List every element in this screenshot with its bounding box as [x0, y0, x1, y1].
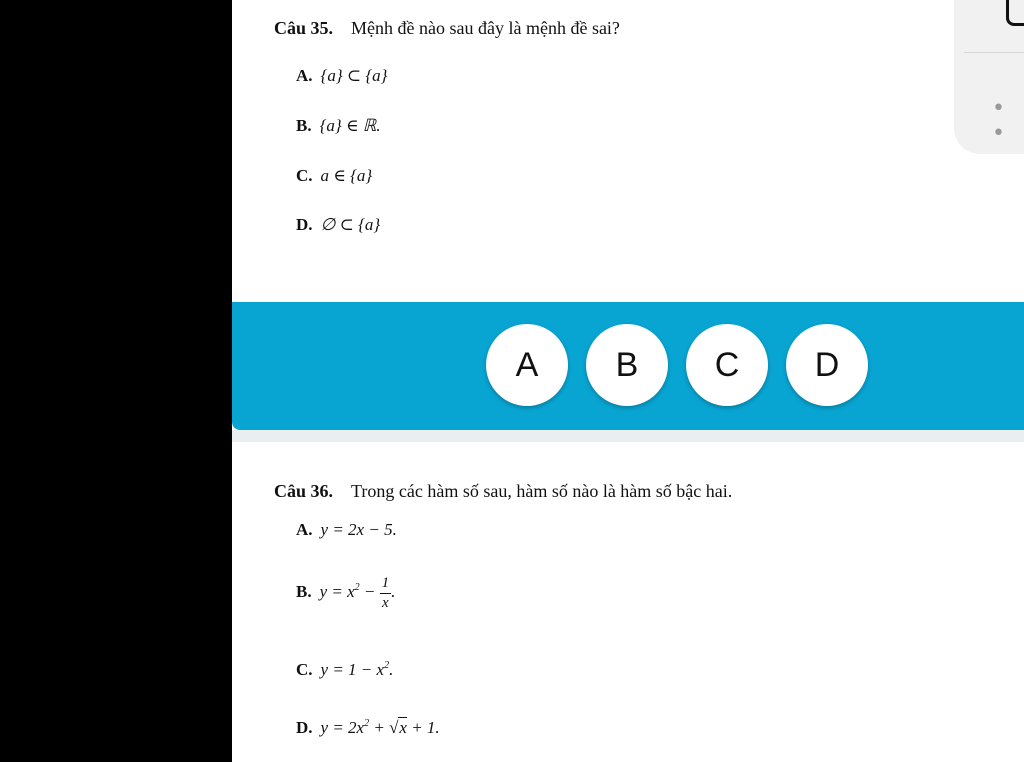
question-35-number: Câu 35. — [274, 18, 334, 38]
question-35-title — [274, 18, 620, 39]
divider — [964, 52, 1024, 53]
question-36-title — [274, 481, 732, 502]
q35-option-a: A. {a} ⊂ {a} — [296, 66, 388, 85]
more-dots-icon[interactable]: • • — [992, 96, 1008, 146]
document-page — [232, 0, 1024, 762]
question-36-text: Trong các hàm số sau, hàm số nào là hàm số bậc hai. — [351, 481, 733, 501]
q36-option-b: B. $y = x^2$ − $\frac{1}{x}$ . — [296, 575, 396, 611]
answer-bar — [232, 302, 1024, 430]
answer-bar-shadow — [232, 430, 1024, 442]
q35-option-d: D. ∅ ⊂ {a} — [296, 215, 381, 234]
answer-c-button[interactable]: C — [686, 324, 768, 406]
answer-d-button[interactable]: D — [786, 324, 868, 406]
answer-a-button[interactable]: A — [486, 324, 568, 406]
bookmark-icon[interactable] — [1006, 0, 1024, 26]
q36-option-c: C. $y = 1 - x^2$. — [296, 660, 394, 679]
q36-option-a: A. y = 2x − 5. — [296, 520, 397, 539]
fraction: $\frac{1}{x}$ — [381, 575, 390, 611]
answer-b-button[interactable]: B — [586, 324, 668, 406]
q35-option-b: B. {a} ∈ ℝ. — [296, 116, 381, 135]
q36-option-d: D. $y = 2x^2 + √x + 1$. — [296, 718, 440, 737]
question-36-number: Câu 36. — [274, 481, 334, 501]
q35-option-c: C. a ∈ {a} — [296, 166, 373, 185]
question-35-text: Mệnh đề nào sau đây là mệnh đề sai? — [351, 18, 620, 38]
